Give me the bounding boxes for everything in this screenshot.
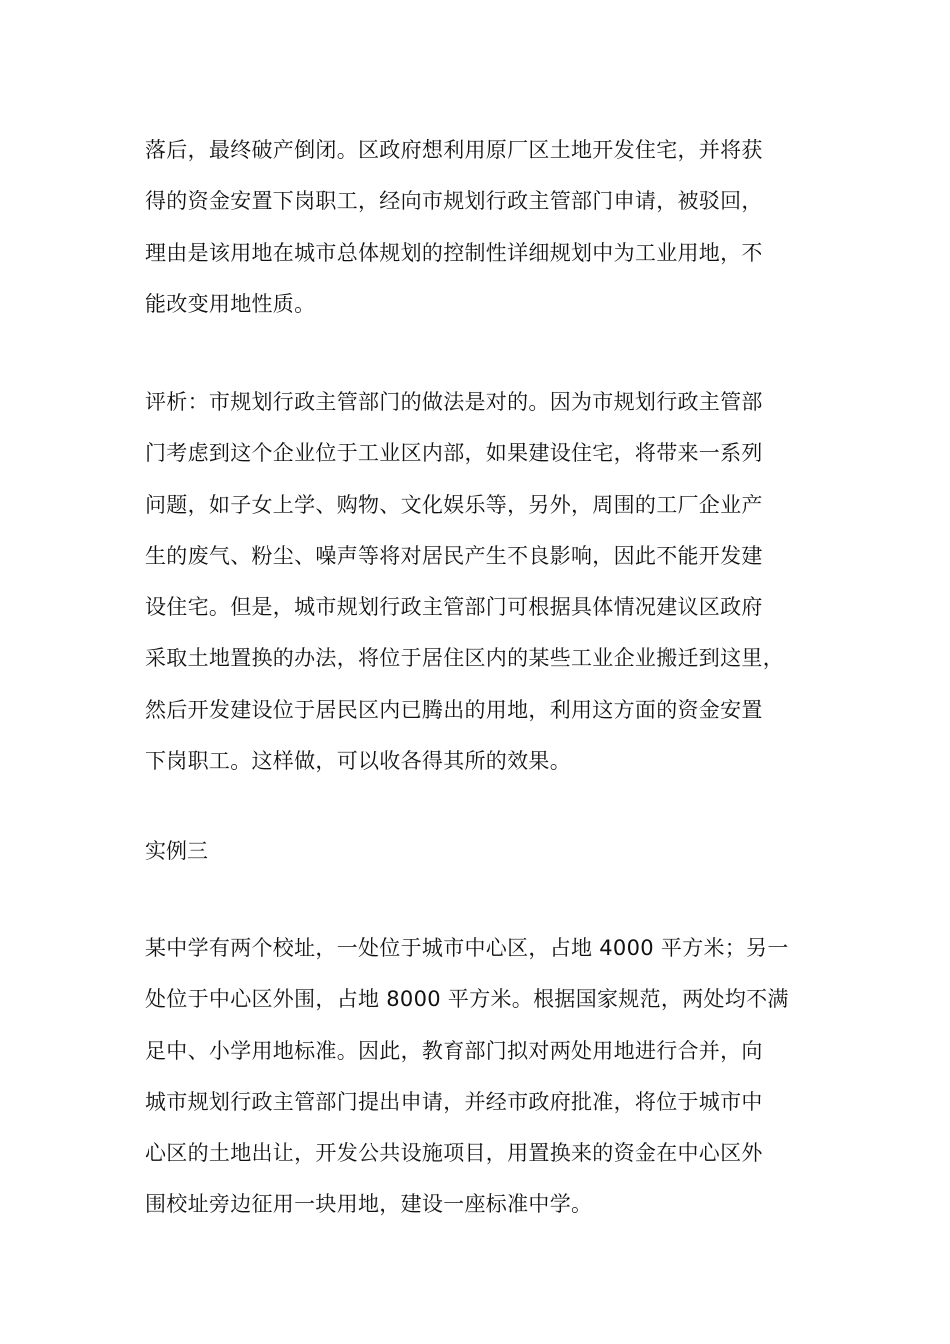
text-line: 落后，最终破产倒闭。区政府想利用原厂区土地开发住宅，并将获 [145,138,763,162]
text-line: 心区的土地出让，开发公共设施项目，用置换来的资金在中心区外 [145,1141,763,1166]
paragraph-case-two-conclusion [145,125,825,330]
text-line: 然后开发建设位于居民区内已腾出的用地，利用这方面的资金安置 [145,697,763,722]
text-line: 城市规划行政主管部门提出申请，并经市政府批准，将位于城市中 [145,1089,763,1114]
text-line: 足中、小学用地标准。因此，教育部门拟对两处用地进行合并，向 [145,1038,763,1063]
text-line: 设住宅。但是，城市规划行政主管部门可根据具体情况建议区政府 [145,595,763,620]
paragraph-case-three [145,923,825,1231]
text-line: 得的资金安置下岗职工，经向市规划行政主管部门申请，被驳回， [145,189,763,214]
text-line: 问题，如子女上学、购物、文化娱乐等，另外，周围的工厂企业产 [145,492,763,517]
text-line: 评析：市规划行政主管部门的做法是对的。因为市规划行政主管部 [145,390,763,414]
text-line: 某中学有两个校址，一处位于城市中心区，占地 4000 平方米；另一 [145,936,789,960]
text-line: 围校址旁边征用一块用地，建设一座标准中学。 [145,1192,593,1217]
text-line: 下岗职工。这样做，可以收各得其所的效果。 [145,749,571,774]
text-line: 能改变用地性质。 [145,291,316,316]
text-line: 理由是该用地在城市总体规划的控制性详细规划中为工业用地，不 [145,240,763,265]
text-line: 采取土地置换的办法，将位于居住区内的某些工业企业搬迁到这里， [145,646,784,671]
paragraph-analysis [145,377,825,787]
text-line: 门考虑到这个企业位于工业区内部，如果建设住宅，将带来一系列 [145,441,763,466]
section-heading: 实例三 [145,839,208,863]
text-line: 生的废气、粉尘、噪声等将对居民产生不良影响，因此不能开发建 [145,543,763,568]
text-line: 处位于中心区外围，占地 8000 平方米。根据国家规范，两处均不满 [145,987,789,1012]
